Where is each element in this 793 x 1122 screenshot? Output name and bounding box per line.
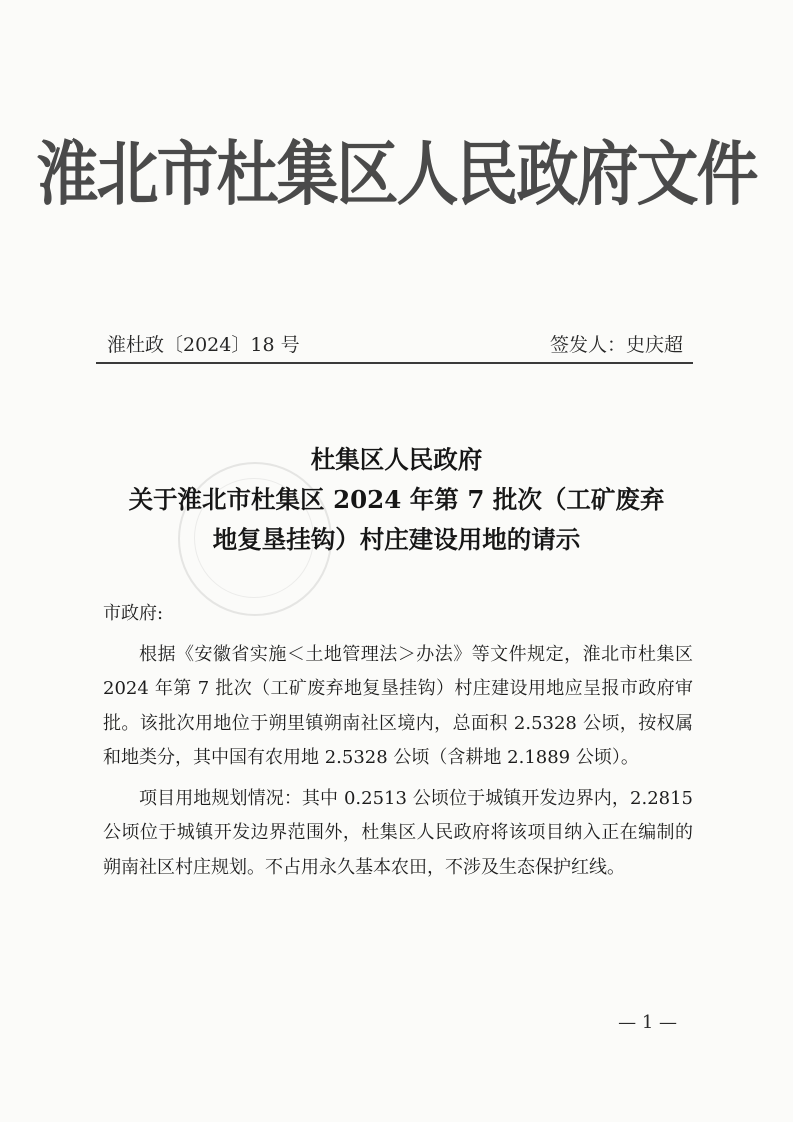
document-number: 淮杜政〔2024〕18 号	[107, 334, 300, 356]
document-header-title: 淮北市杜集区人民政府文件	[36, 133, 757, 216]
request-title-line-1: 杜集区人民政府	[310, 445, 483, 474]
header-divider	[96, 362, 693, 364]
page-number: — 1 —	[618, 1012, 677, 1033]
body-paragraph-2: 项目用地规划情况：其中 0.2513 公顷位于城镇开发边界内，2.2815 公顷位于城镇开发边界范围外，杜集区人民政府将该项目纳入正在编制的朔南社区村庄规划。不占用永久基本农田，不涉及生态保护红线。	[103, 787, 693, 878]
signer: 签发人：史庆超	[549, 334, 683, 356]
request-title-line-3: 地复垦挂钩）村庄建设用地的请示	[212, 525, 581, 554]
document-body	[103, 597, 693, 885]
request-title	[90, 440, 703, 560]
salutation: 市政府:	[103, 603, 164, 624]
request-title-line-2: 关于淮北市杜集区 2024 年第 7 批次（工矿废弃	[128, 485, 665, 514]
document-meta-row	[107, 330, 689, 356]
body-paragraph-1: 根据《安徽省实施＜土地管理法＞办法》等文件规定，淮北市杜集区 2024 年第 7 批次（工矿废弃地复垦挂钩）村庄建设用地应呈报市政府审批。该批次用地位于朔里镇朔南社区境内，总面积 2.5328 公顷，按权属和地类分，其中国有农用地 2.5328 公顷（含耕地 2.1889 公顷）。	[103, 643, 693, 768]
